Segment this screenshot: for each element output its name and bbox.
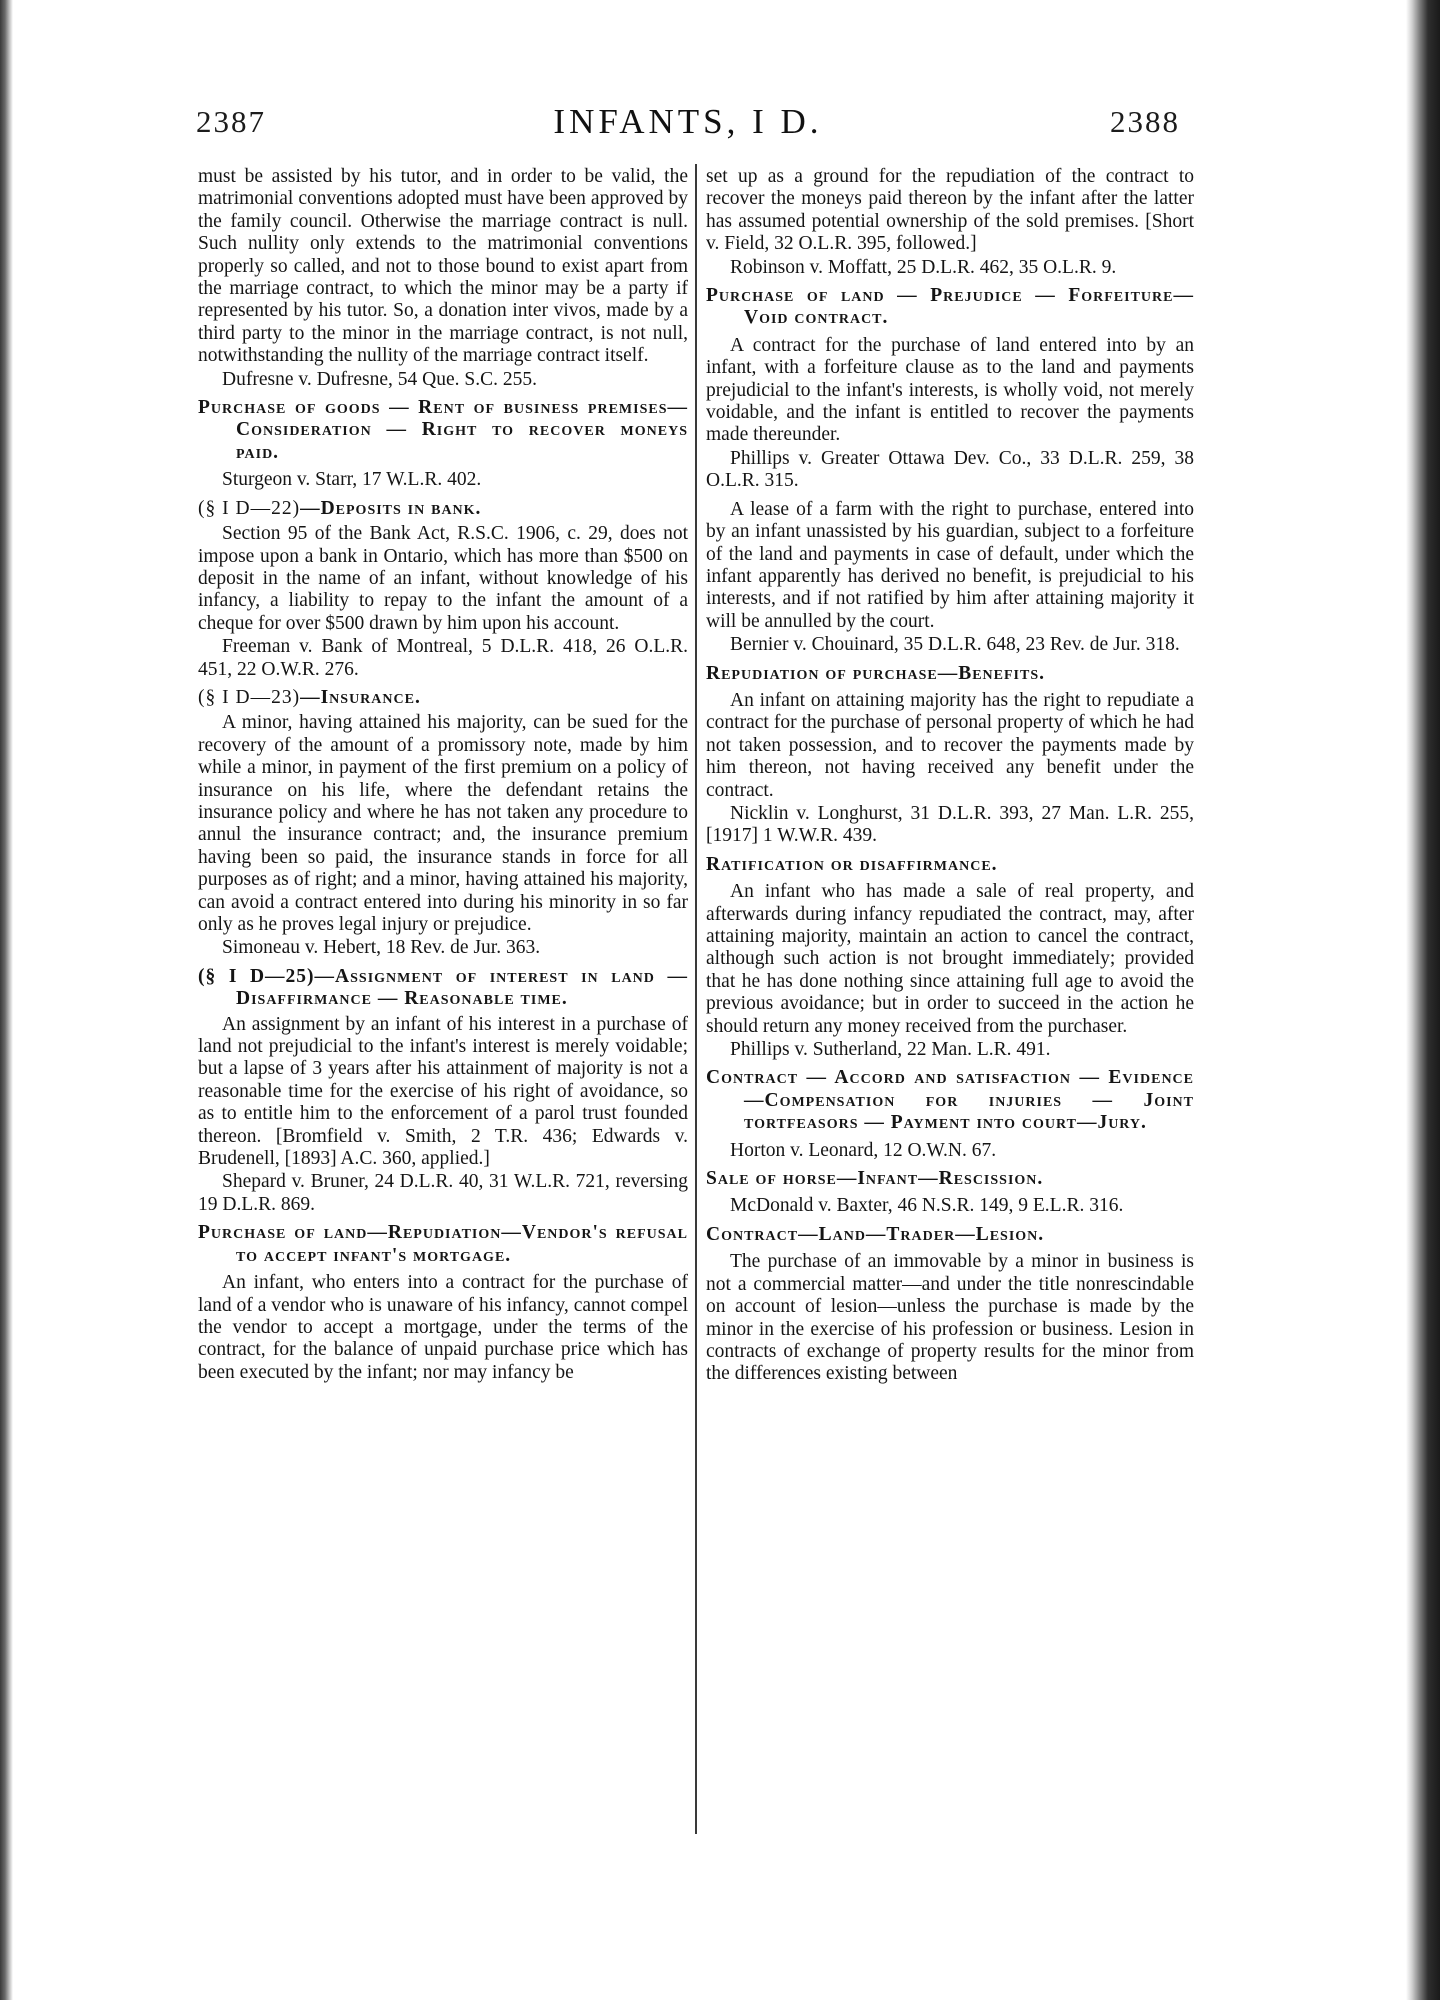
section-heading: Purchase of land — Prejudice — Forfeiture—Void contract. (706, 285, 1194, 329)
paragraph: A minor, having attained his majority, can be sued for the recovery of the amount of a promissory note, made by him while a minor, in payment of the first premium on a policy of insurance on his life, where the defendant retains the insurance policy and where he has not taken any procedure to annul the insurance contract; and, the insurance premium having been so paid, the insurance stands in force for all purposes as of right; and a minor, having attained his majority, can avoid a contract entered into during his minority in so far only as he proves legal injury or prejudice. (198, 712, 688, 935)
running-title: INFANTS, I D. (553, 102, 823, 141)
section-heading: Contract — Accord and satisfaction — Evidence—Compensation for injuries — Joint tortfeasors — Payment into court—Jury. (706, 1067, 1194, 1134)
right-column (706, 166, 1194, 1387)
paragraph: An assignment by an infant of his interest in a purchase of land not prejudicial to the infant's interest is merely voidable; but a lapse of 3 years after his attainment of majority is not a reasonable time for the exercise of his right of avoidance, so as to entitle him to the enforcement of a parol trust founded thereon. [Bromfield v. Smith, 2 T.R. 436; Edwards v. Brudenell, [1893] A.C. 360, applied.] (198, 1013, 688, 1170)
case-citation: Dufresne v. Dufresne, 54 Que. S.C. 255. (222, 368, 538, 390)
section-heading: Purchase of land—Repudiation—Vendor's refusal to accept infant's mortgage. (198, 1222, 688, 1266)
paragraph: An infant, who enters into a contract for the purchase of land of a vendor who is unaware of his infancy, cannot compel the vendor to accept a mortgage, under the terms of the contract, for the balance of unpaid purchase price which has been executed by the infant; nor may infancy be (198, 1272, 688, 1383)
section-number: (§ I D—23) (198, 686, 301, 708)
book-page-edge-right (1406, 0, 1440, 2000)
case-citation: Bernier v. Chouinard, 35 D.L.R. 648, 23 Rev. de Jur. 318. (730, 634, 1180, 656)
case-citation: Simoneau v. Hebert, 18 Rev. de Jur. 363. (222, 937, 541, 959)
paragraph: Section 95 of the Bank Act, R.S.C. 1906, c. 29, does not impose upon a bank in Ontario, which has more than $500 on deposit in the name of an infant, without knowledge of his infancy, a liability to repay to the infant the amount of a cheque for over $500 drawn by him upon his account. (198, 523, 688, 634)
section-heading: Repudiation of purchase—Benefits. (706, 662, 1045, 684)
section-heading: Sale of horse—Infant—Rescission. (706, 1168, 1044, 1190)
section-heading: Ratification or disaffirmance. (706, 853, 998, 875)
case-citation: Freeman v. Bank of Montreal, 5 D.L.R. 418, 26 O.L.R. 451, 22 O.W.R. 276. (198, 636, 688, 680)
case-citation: Horton v. Leonard, 12 O.W.N. 67. (730, 1139, 997, 1161)
paragraph: An infant who has made a sale of real property, and afterwards during infancy repudiated the contract, may, after attaining majority, maintain an action to cancel the contract, although such action is not brought immediately; provided that he has done nothing since attaining full age to avoid the previous avoidance; but in order to succeed in the action he should return any money received from the purchaser. (706, 881, 1194, 1037)
paragraph: A contract for the purchase of land entered into by an infant, with a forfeiture clause as to the land and payments prejudicial to the infant's interests, is wholly void, not merely voidable, and the infant is entitled to recover the payments made thereunder. (706, 334, 1194, 446)
case-citation: Shepard v. Bruner, 24 D.L.R. 40, 31 W.L.R. 721, reversing 19 D.L.R. 869. (198, 1171, 688, 1215)
case-citation: Sturgeon v. Starr, 17 W.L.R. 402. (222, 469, 482, 491)
case-citation: McDonald v. Baxter, 46 N.S.R. 149, 9 E.L.R. 316. (730, 1195, 1124, 1217)
section-heading: Contract—Land—Trader—Lesion. (706, 1223, 1045, 1245)
section-subheading (198, 498, 688, 520)
section-subheading (198, 966, 688, 1011)
paragraph: The purchase of an immovable by a minor in business is not a commercial matter—and under the title nonrescindable on account of lesion—unless the purchase is made by the minor in the exercise of his profession or business. Lesion in contracts of exchange of property results for the minor from the differences existing between (706, 1251, 1194, 1385)
book-binding-shadow-left (0, 0, 13, 2000)
left-column (198, 166, 688, 1385)
paragraph: set up as a ground for the repudiation of the contract to recover the moneys paid thereon by the infant after the latter has assumed potential ownership of the sold premises. [Short v. Field, 32 O.L.R. 395, followed.] (706, 166, 1194, 255)
page-header (196, 102, 1180, 152)
case-citation: Nicklin v. Longhurst, 31 D.L.R. 393, 27 Man. L.R. 255, [1917] 1 W.W.R. 439. (706, 802, 1194, 847)
page-number-left: 2387 (196, 104, 266, 139)
page-number-right: 2388 (1110, 104, 1180, 139)
case-citation: Phillips v. Greater Ottawa Dev. Co., 33 D.L.R. 259, 38 O.L.R. 315. (706, 447, 1194, 492)
paragraph: must be assisted by his tutor, and in order to be valid, the matrimonial conventions adopted must have been approved by the family council. Otherwise the marriage contract is null. Such nullity only extends to the matrimonial conventions properly so called, and not to those bound to exist apart from the marriage contract, to which the minor may be a party if represented by his tutor. So, a donation inter vivos, made by a third party to the minor in the marriage contract, is not null, notwithstanding the nullity of the marriage contract itself. (198, 166, 688, 367)
section-title: —Deposits in bank. (300, 497, 482, 519)
section-subheading (198, 687, 688, 709)
column-divider (695, 164, 697, 1834)
section-number: (§ I D—22) (198, 497, 301, 519)
case-citation: Phillips v. Sutherland, 22 Man. L.R. 491. (730, 1039, 1051, 1061)
paragraph: A lease of a farm with the right to purchase, entered into by an infant unassisted by his guardian, subject to a forfeiture of the land and payments in case of default, under which the infant apparently has derived no benefit, is prejudicial to his interests, and if not ratified by him after attaining majority it will be annulled by the court. (706, 498, 1194, 632)
section-heading: Purchase of goods — Rent of business premises—Consideration — Right to recover moneys paid. (198, 397, 688, 463)
case-citation: Robinson v. Moffatt, 25 D.L.R. 462, 35 O.L.R. 9. (730, 256, 1117, 278)
paragraph: An infant on attaining majority has the right to repudiate a contract for the purchase of personal property of which he had not taken possession, and to recover the payments made by him thereon, not having received any benefit under the contract. (706, 689, 1194, 801)
section-title: —Insurance. (300, 686, 421, 708)
section-title: —Assignment of interest in land — Disaffirmance — Reasonable time. (236, 965, 688, 1010)
section-number: (§ I D—25) (198, 965, 315, 987)
